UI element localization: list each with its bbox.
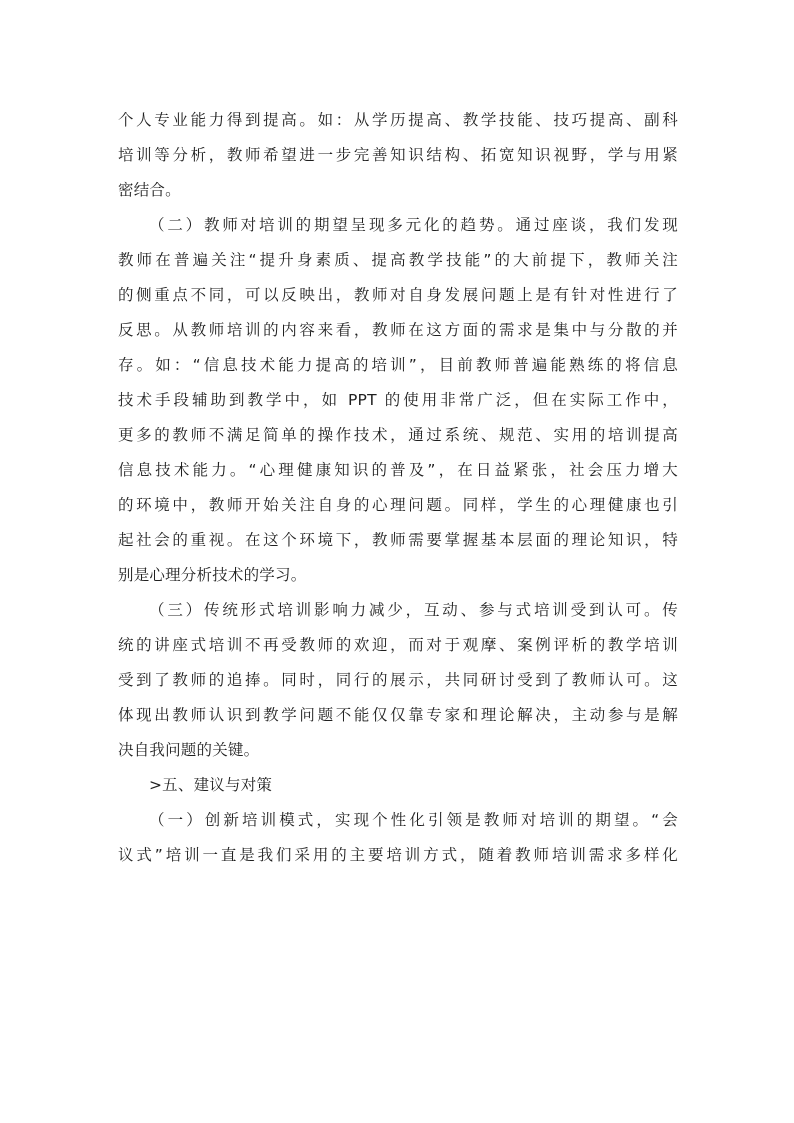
paragraph-line: （一）创新培训模式，实现个性化引领是教师对培训的期望。“会 bbox=[149, 811, 678, 829]
paragraph-line: 存。如：“信息技术能力提高的培训”，目前教师普遍能熟练的将信息 bbox=[118, 356, 678, 374]
paragraph-line: 起社会的重视。在这个环境下，教师需要掌握基本层面的理论知识，特 bbox=[118, 531, 678, 549]
paragraph-line: 的侧重点不同，可以反映出，教师对自身发展问题上是有针对性进行了 bbox=[118, 286, 678, 304]
paragraph-line: 议式”培训一直是我们采用的主要培训方式，随着教师培训需求多样化 bbox=[118, 846, 678, 864]
paragraph-line: （二）教师对培训的期望呈现多元化的趋势。通过座谈，我们发现 bbox=[149, 216, 678, 234]
paragraph-line: 培训等分析，教师希望进一步完善知识结构、拓宽知识视野，学与用紧 bbox=[118, 146, 678, 164]
paragraph-line: 别是心理分析技术的学习。 bbox=[118, 566, 307, 584]
section-heading: >五、建议与对策 bbox=[149, 776, 273, 794]
paragraph-line: 更多的教师不满足简单的操作技术，通过系统、规范、实用的培训提高 bbox=[118, 426, 678, 444]
paragraph-line: 个人专业能力得到提高。如：从学历提高、教学技能、技巧提高、副科 bbox=[118, 111, 678, 129]
paragraph-line: 信息技术能力。“心理健康知识的普及”，在日益紧张，社会压力增大 bbox=[118, 461, 678, 479]
paragraph-line: 反思。从教师培训的内容来看，教师在这方面的需求是集中与分散的并 bbox=[118, 321, 678, 339]
paragraph-line: 的环境中，教师开始关注自身的心理问题。同样，学生的心理健康也引 bbox=[118, 496, 678, 514]
paragraph-line: 教师在普遍关注“提升身素质、提高教学技能”的大前提下，教师关注 bbox=[118, 251, 678, 269]
paragraph-line: （三）传统形式培训影响力减少，互动、参与式培训受到认可。传 bbox=[149, 601, 678, 619]
paragraph-line: 技术手段辅助到教学中，如 PPT 的使用非常广泛，但在实际工作中， bbox=[118, 391, 678, 409]
paragraph-line: 受到了教师的追捧。同时，同行的展示，共同研讨受到了教师认可。这 bbox=[118, 671, 678, 689]
paragraph-line: 密结合。 bbox=[118, 181, 181, 199]
paragraph-line: 统的讲座式培训不再受教师的欢迎，而对于观摩、案例评析的教学培训 bbox=[118, 636, 678, 654]
paragraph-line: 体现出教师认识到教学问题不能仅仅靠专家和理论解决，主动参与是解 bbox=[118, 706, 678, 724]
paragraph-line: 决自我问题的关键。 bbox=[118, 741, 260, 759]
document-body bbox=[118, 103, 678, 873]
